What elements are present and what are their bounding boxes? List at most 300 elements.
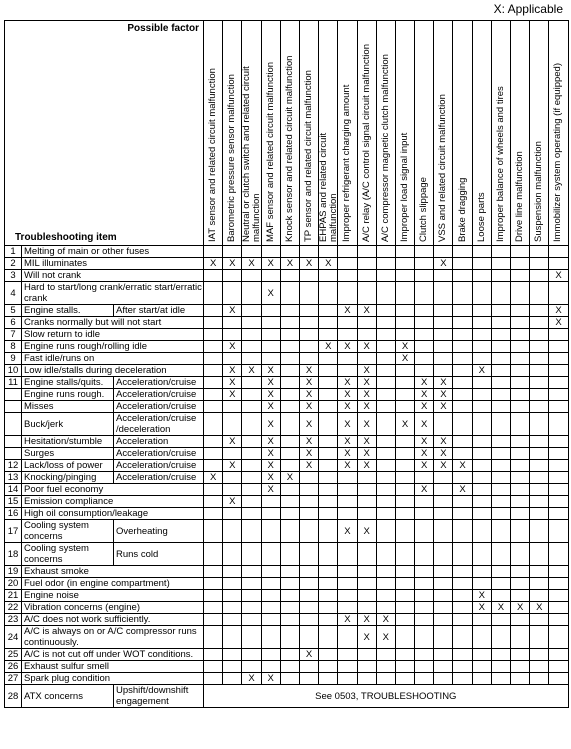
factor-header [434,21,453,246]
applicable-cell [223,661,242,673]
see-reference: See 0503, TROUBLESHOOTING [204,685,569,708]
table-row [5,566,569,578]
factor-header [491,21,510,246]
applicable-cell [261,543,280,566]
applicable-cell [453,649,472,661]
applicable-cell [472,484,491,496]
applicable-cell [204,566,223,578]
applicable-cell [415,329,434,341]
applicable-cell [280,377,299,389]
trouble-item: A/C is always on or A/C compressor runs continuously. [22,626,204,649]
applicable-cell [319,317,338,329]
applicable-cell [549,448,568,460]
applicable-cell: X [223,305,242,317]
applicable-cell [357,543,376,566]
applicable-cell [338,590,357,602]
applicable-cell: X [223,258,242,270]
applicable-cell [223,602,242,614]
trouble-item: Cranks normally but will not start [22,317,204,329]
applicable-cell: X [280,472,299,484]
applicable-cell [280,389,299,401]
applicable-cell [280,282,299,305]
applicable-cell [376,282,395,305]
factor-header [453,21,472,246]
applicable-cell [530,329,549,341]
applicable-cell [299,270,318,282]
applicable-cell [204,436,223,448]
applicable-cell: X [434,460,453,472]
applicable-cell [472,472,491,484]
applicable-cell [280,496,299,508]
row-number: 2 [5,258,22,270]
applicable-cell [491,673,510,685]
applicable-cell [434,496,453,508]
applicable-cell: X [357,614,376,626]
applicable-cell [242,413,261,436]
table-row [5,389,569,401]
applicable-cell [530,566,549,578]
applicable-cell [299,508,318,520]
applicable-cell [280,578,299,590]
applicable-cell: X [415,448,434,460]
applicable-cell [395,246,414,258]
applicable-cell [491,413,510,436]
applicable-cell [511,614,530,626]
applicable-cell [204,460,223,472]
applicable-cell [242,282,261,305]
applicable-cell [549,258,568,270]
applicable-cell [530,365,549,377]
applicable-cell [395,305,414,317]
applicable-cell [242,520,261,543]
applicable-cell [491,305,510,317]
applicable-cell [223,673,242,685]
applicable-cell: X [338,377,357,389]
applicable-cell [223,448,242,460]
applicable-cell: X [549,305,568,317]
applicable-cell [453,496,472,508]
applicable-cell [491,520,510,543]
applicable-cell [434,329,453,341]
applicable-cell: X [357,365,376,377]
applicable-cell [549,673,568,685]
applicable-cell [395,258,414,270]
applicable-cell [453,543,472,566]
applicable-cell [299,578,318,590]
applicable-cell [357,258,376,270]
applicable-cell: X [434,436,453,448]
applicable-cell: X [338,389,357,401]
applicable-cell [453,329,472,341]
applicable-cell [338,649,357,661]
applicable-cell [376,329,395,341]
applicable-cell [415,661,434,673]
possible-factor-label: Possible factor [127,23,200,34]
applicable-cell [472,401,491,413]
applicable-cell [299,329,318,341]
applicable-cell [530,508,549,520]
applicable-cell [511,626,530,649]
row-number [5,389,22,401]
applicable-cell [491,626,510,649]
applicable-cell [549,341,568,353]
applicable-cell [453,377,472,389]
applicable-cell [242,661,261,673]
applicable-cell [530,472,549,484]
applicable-cell [376,661,395,673]
applicable-cell [242,484,261,496]
applicable-cell [395,649,414,661]
applicable-cell [319,661,338,673]
applicable-cell [530,305,549,317]
applicable-cell [434,484,453,496]
applicable-cell [491,578,510,590]
applicable-cell [549,246,568,258]
applicable-cell [395,602,414,614]
applicable-cell [472,460,491,472]
table-row [5,329,569,341]
applicable-cell [242,246,261,258]
applicable-cell [261,520,280,543]
trouble-item: Fast idle/runs on [22,353,204,365]
applicable-cell [242,401,261,413]
row-number: 8 [5,341,22,353]
applicable-cell [299,282,318,305]
applicable-cell: X [395,413,414,436]
applicable-cell [511,590,530,602]
applicable-cell [319,436,338,448]
applicable-cell [280,566,299,578]
applicable-cell [319,353,338,365]
table-row [5,460,569,472]
applicable-cell [261,508,280,520]
applicable-cell: X [223,460,242,472]
applicable-cell [549,484,568,496]
applicable-cell: X [434,377,453,389]
applicable-cell [453,413,472,436]
applicable-cell: X [299,649,318,661]
applicable-cell [472,377,491,389]
applicable-cell [261,341,280,353]
applicable-cell [491,377,510,389]
applicable-cell [376,377,395,389]
table-row [5,353,569,365]
applicable-cell [280,520,299,543]
applicable-cell [472,389,491,401]
applicable-cell [453,590,472,602]
applicable-cell [357,282,376,305]
applicable-cell [395,317,414,329]
row-number: 5 [5,305,22,317]
applicable-cell [415,365,434,377]
applicable-cell [472,496,491,508]
applicable-cell [299,317,318,329]
trouble-item: Knocking/pinging [22,472,114,484]
trouble-item: Will not crank [22,270,204,282]
applicable-cell [511,258,530,270]
applicable-cell [472,246,491,258]
applicable-cell: X [434,448,453,460]
table-row [5,341,569,353]
applicable-cell [223,508,242,520]
applicable-cell [280,590,299,602]
applicable-cell [338,566,357,578]
applicable-cell [357,270,376,282]
applicable-cell [376,543,395,566]
applicable-cell: X [511,602,530,614]
table-row [5,626,569,649]
row-number: 3 [5,270,22,282]
applicable-cell [357,484,376,496]
applicable-cell: X [261,472,280,484]
applicable-cell [530,353,549,365]
applicable-cell [511,496,530,508]
factor-header [549,21,568,246]
table-row [5,685,569,708]
applicable-cell [395,520,414,543]
applicable-cell [549,460,568,472]
applicable-cell [204,282,223,305]
applicable-cell [434,649,453,661]
applicable-cell [453,282,472,305]
header-corner [5,21,204,246]
applicable-cell [299,520,318,543]
applicable-cell [338,365,357,377]
applicable-cell [549,377,568,389]
applicable-cell [434,341,453,353]
applicable-cell [549,389,568,401]
applicable-cell [319,365,338,377]
applicable-cell [472,413,491,436]
applicable-cell: X [357,436,376,448]
applicable-cell: X [223,365,242,377]
applicable-cell [319,614,338,626]
applicable-cell [319,484,338,496]
applicable-cell [204,246,223,258]
applicable-cell [453,270,472,282]
row-number: 11 [5,377,22,389]
applicable-cell [376,649,395,661]
applicable-cell [434,602,453,614]
applicable-cell [530,661,549,673]
applicable-cell [319,270,338,282]
applicable-cell [530,317,549,329]
applicable-cell [204,353,223,365]
trouble-item: Fuel odor (in engine compartment) [22,578,204,590]
applicable-cell [549,365,568,377]
table-row [5,590,569,602]
applicable-cell: X [319,341,338,353]
applicable-cell [242,590,261,602]
applicable-cell [299,305,318,317]
applicable-cell [530,590,549,602]
factor-label: Suspension malfunction [533,141,545,242]
factor-label: Loose parts [475,192,487,242]
applicable-cell [472,270,491,282]
applicable-cell [491,436,510,448]
applicable-cell [472,673,491,685]
applicable-cell [415,543,434,566]
applicable-cell [453,673,472,685]
applicable-cell [491,543,510,566]
row-number: 25 [5,649,22,661]
factor-header [280,21,299,246]
trouble-item: A/C is not cut off under WOT conditions. [22,649,204,661]
table-row [5,661,569,673]
factor-label: Brake dragging [456,177,468,242]
applicable-cell: X [223,496,242,508]
applicable-cell [472,353,491,365]
applicable-cell [223,329,242,341]
applicable-cell [376,602,395,614]
applicable-cell [395,578,414,590]
applicable-cell [511,484,530,496]
applicable-cell [319,673,338,685]
factor-header [472,21,491,246]
applicable-cell [299,626,318,649]
applicable-cell [376,460,395,472]
applicable-cell [319,305,338,317]
applicable-cell [204,673,223,685]
applicable-cell [376,413,395,436]
applicable-cell [434,353,453,365]
applicable-cell: X [299,401,318,413]
applicable-cell [415,590,434,602]
trouble-condition: Acceleration/cruise /deceleration [114,413,204,436]
applicable-cell [338,472,357,484]
applicable-cell [530,448,549,460]
applicable-cell [511,305,530,317]
applicable-cell: X [491,602,510,614]
applicable-cell [415,626,434,649]
applicable-cell [242,305,261,317]
applicable-cell [530,626,549,649]
applicable-cell: X [415,389,434,401]
applicable-cell: X [395,353,414,365]
applicable-cell [530,377,549,389]
applicable-cell: X [261,258,280,270]
applicable-cell [319,543,338,566]
applicable-cell [472,614,491,626]
row-number: 19 [5,566,22,578]
applicable-cell: X [434,401,453,413]
applicable-cell [376,270,395,282]
applicable-cell [434,282,453,305]
applicable-cell [223,413,242,436]
applicable-cell [395,460,414,472]
applicable-cell [338,661,357,673]
applicable-cell [395,377,414,389]
applicable-cell [376,448,395,460]
trouble-condition: Acceleration/cruise [114,389,204,401]
applicable-cell: X [223,389,242,401]
applicable-cell [204,365,223,377]
applicable-cell: X [223,377,242,389]
trouble-condition: Upshift/downshift engagement [114,685,204,708]
applicable-cell: X [376,614,395,626]
applicable-cell [453,389,472,401]
applicable-cell [299,246,318,258]
applicable-cell [242,317,261,329]
applicable-cell [204,590,223,602]
applicable-cell [434,590,453,602]
table-row [5,484,569,496]
applicable-cell [338,496,357,508]
applicable-cell [299,543,318,566]
applicable-cell [395,329,414,341]
applicable-cell [204,341,223,353]
row-number: 13 [5,472,22,484]
applicable-cell [223,614,242,626]
row-number: 6 [5,317,22,329]
applicable-cell [395,282,414,305]
applicable-cell [549,590,568,602]
applicable-cell [204,401,223,413]
trouble-item: ATX concerns [22,685,114,708]
applicable-cell [549,578,568,590]
factor-label: VSS and related circuit malfunction [437,94,449,242]
applicable-cell [395,496,414,508]
applicable-cell [491,566,510,578]
applicable-cell [223,520,242,543]
factor-label: A/C relay (A/C control signal circuit malfunction [360,44,372,242]
applicable-cell [357,353,376,365]
applicable-cell [280,649,299,661]
applicable-cell: X [415,401,434,413]
applicable-cell [530,246,549,258]
table-row [5,401,569,413]
applicable-cell [511,401,530,413]
trouble-item: Cooling system concerns [22,543,114,566]
applicable-cell [280,673,299,685]
applicable-cell [530,389,549,401]
factor-header [357,21,376,246]
applicable-cell: X [204,258,223,270]
applicable-cell: X [472,590,491,602]
row-number: 7 [5,329,22,341]
applicable-cell [204,448,223,460]
applicable-cell [280,401,299,413]
applicable-cell [530,270,549,282]
applicable-cell [338,508,357,520]
applicable-cell [319,508,338,520]
applicable-cell [491,661,510,673]
applicable-cell: X [242,258,261,270]
applicable-cell [395,389,414,401]
applicable-cell [280,305,299,317]
applicable-cell: X [223,341,242,353]
applicable-cell [472,305,491,317]
applicable-cell [434,673,453,685]
applicable-cell [223,578,242,590]
applicable-cell [204,270,223,282]
applicable-cell [415,341,434,353]
applicable-cell [357,246,376,258]
applicable-cell: X [261,377,280,389]
applicable-cell [434,413,453,436]
applicable-cell [415,270,434,282]
applicable-cell: X [338,520,357,543]
applicable-cell [280,413,299,436]
applicable-cell [472,543,491,566]
applicable-cell [338,578,357,590]
applicable-cell [453,602,472,614]
applicable-cell: X [338,305,357,317]
applicable-cell [357,578,376,590]
applicable-cell [223,626,242,649]
applicable-cell [319,578,338,590]
applicable-cell [242,448,261,460]
